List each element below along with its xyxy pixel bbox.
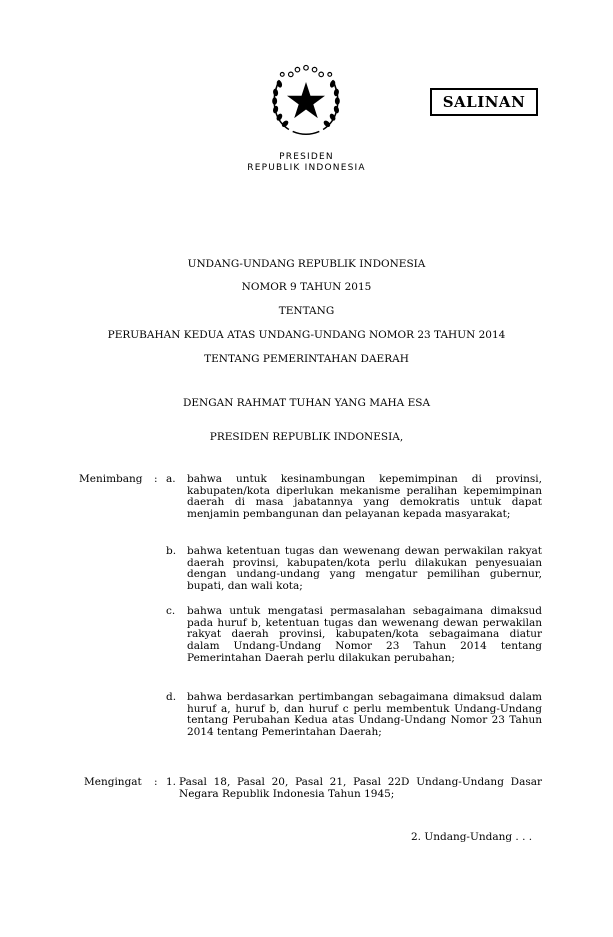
menimbang-item-c: bahwa untuk mengatasi permasalahan sebagaimana dimaksud pada huruf b, ketentuan tugas dan wewenang dewan perwakilan rakyat daerah provinsi, kabupaten/kota sebagaimana diatur dalam Undang-Undang Nomor 23 Tahun 2014 tentang Pemerintahan Daerah perlu dilakukan perubahan; <box>187 605 542 664</box>
mengingat-colon: : <box>154 776 158 788</box>
letterhead-line2: REPUBLIK INDONESIA <box>247 163 366 173</box>
menimbang-item-b: bahwa ketentuan tugas dan wewenang dewan perwakilan rakyat daerah provinsi, kabupaten/kota perlu dilakukan penyesuaian dengan undang-undang yang mengatur pemilihan gubernur, bupati, dan wali kota; <box>187 545 542 593</box>
menimbang-item-a: bahwa untuk kesinambungan kepemimpinan di provinsi, kabupaten/kota diperlukan mekanisme peralihan kepemimpinan daerah di masa jabatannya yang demokratis untuk dapat menjamin pembangunan dan pelayanan kepada masyarakat; <box>187 473 542 521</box>
mengingat-label: Mengingat <box>84 776 142 788</box>
title-line-1: UNDANG-UNDANG REPUBLIK INDONESIA <box>187 258 426 270</box>
menimbang-item-d: bahwa berdasarkan pertimbangan sebagaimana dimaksud dalam huruf a, huruf b, dan huruf c perlu membentuk Undang-Undang tentang Perubahan Kedua atas Undang-Undang Nomor 23 Tahun 2014 tentang Pemerintahan Daerah; <box>187 691 542 739</box>
title-line-2: NOMOR 9 TAHUN 2015 <box>241 281 372 293</box>
letterhead-line1: PRESIDEN <box>279 152 334 162</box>
menimbang-marker-c: c. <box>166 605 176 617</box>
issuer: PRESIDEN REPUBLIK INDONESIA, <box>209 431 404 443</box>
garuda-star-wreath-icon <box>268 63 344 139</box>
menimbang-label: Menimbang <box>79 473 143 485</box>
invocation: DENGAN RAHMAT TUHAN YANG MAHA ESA <box>182 397 431 409</box>
menimbang-colon: : <box>154 473 158 485</box>
title-line-5: TENTANG PEMERINTAHAN DAERAH <box>204 353 409 365</box>
title-line-3: TENTANG <box>278 305 335 317</box>
menimbang-marker-b: b. <box>166 545 177 557</box>
title-line-4: PERUBAHAN KEDUA ATAS UNDANG-UNDANG NOMOR 23 TAHUN 2014 <box>107 329 506 341</box>
mengingat-item-1: Pasal 18, Pasal 20, Pasal 21, Pasal 22D Undang-Undang Dasar Negara Republik Indonesia Tahun 1945; <box>179 776 542 800</box>
salinan-stamp: SALINAN <box>430 88 538 116</box>
menimbang-marker-d: d. <box>166 691 177 703</box>
menimbang-marker-a: a. <box>166 473 176 485</box>
mengingat-marker-1: 1. <box>166 776 177 788</box>
page-continuation: 2. Undang-Undang . . . <box>411 831 533 843</box>
